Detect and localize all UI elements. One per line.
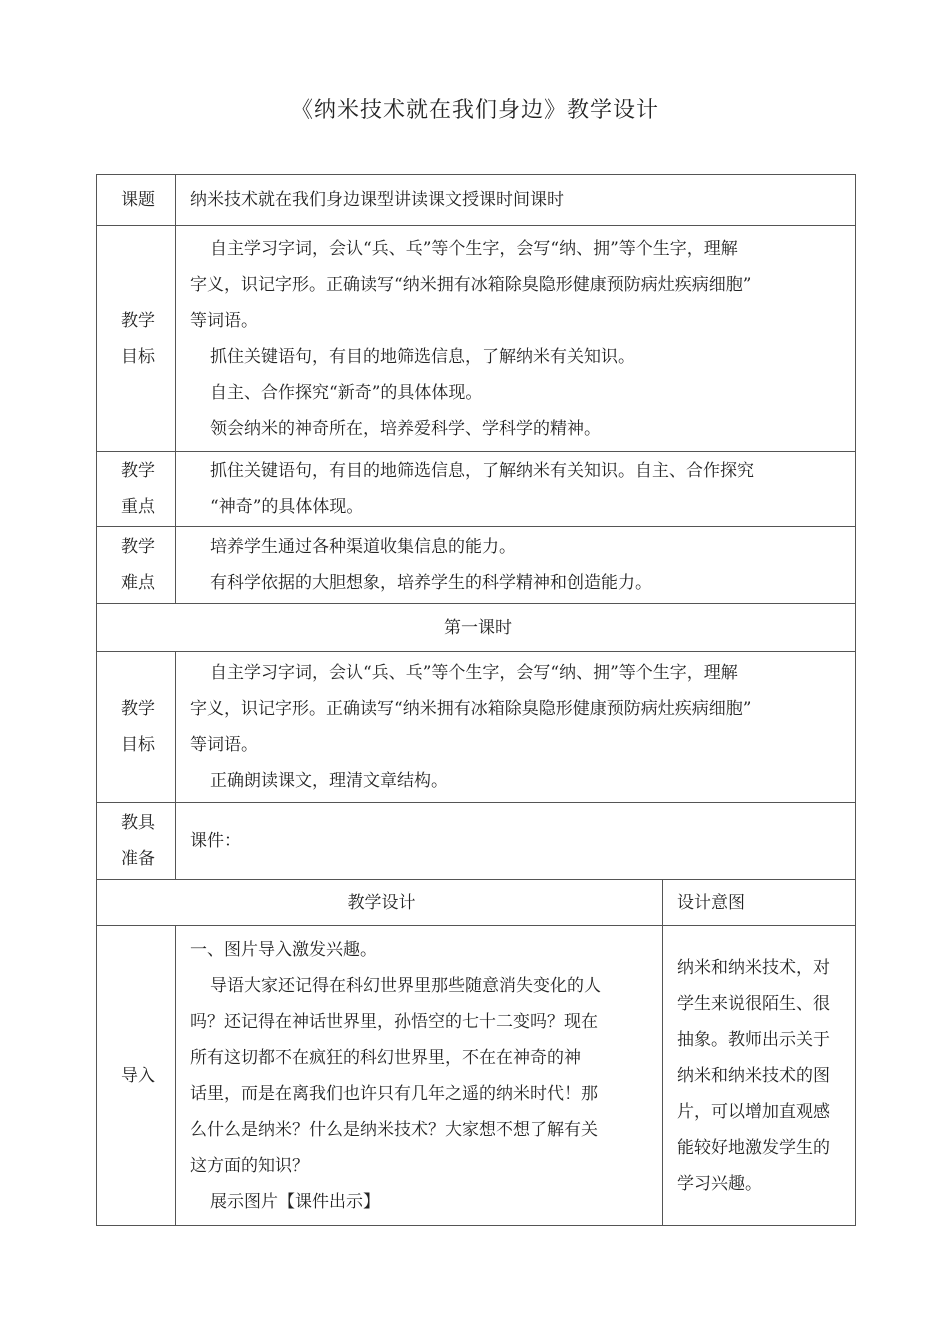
- goals2-line: 正确朗读课文，理清文章结构。: [210, 771, 448, 791]
- intro-content: [176, 926, 663, 1226]
- intro-row: [97, 926, 856, 1226]
- difficulty-row: [97, 527, 856, 604]
- goals-line: 字义，识记字形。正确读写“纳米拥有冰箱除臭隐形健康预防病灶疾病细胞”: [190, 274, 752, 295]
- goals2-label-1: 教学: [121, 699, 155, 719]
- goals2-content: [176, 652, 856, 803]
- key-points-label-1: 教学: [121, 461, 155, 481]
- document-title: 《纳米技术就在我们身边》教学设计: [290, 98, 659, 123]
- goals-line: 抓住关键语句，有目的地筛选信息，了解纳米有关知识。: [210, 346, 635, 367]
- tools-label-2: 准备: [121, 849, 155, 869]
- tools-row: [97, 803, 856, 880]
- goals2-line: 等词语。: [190, 735, 258, 755]
- intro-line: 一、图片导入激发兴趣。: [190, 939, 377, 960]
- goals2-row: [97, 652, 856, 803]
- goals-label-1: 教学: [121, 310, 155, 331]
- intro-line: 吗？还记得在神话世界里，孙悟空的七十二变吗？现在: [190, 1011, 598, 1032]
- key-points-line: 抓住关键语句，有目的地筛选信息，了解纳米有关知识。自主、合作探究: [210, 461, 754, 481]
- tools-label: [97, 803, 176, 880]
- key-points-label: [97, 452, 176, 527]
- lesson-plan-table: [96, 174, 856, 1226]
- intent-line: 能较好地激发学生的: [677, 1137, 830, 1158]
- difficulty-label-2: 难点: [121, 573, 155, 593]
- design-header-row: [97, 880, 856, 926]
- topic-text: 纳米技术就在我们身边课型讲读课文授课时间课时: [176, 175, 856, 226]
- difficulty-label: [97, 527, 176, 604]
- intent-line: 纳米和纳米技术，对: [677, 957, 830, 978]
- goals-line: 自主、合作探究“新奇”的具体体现。: [210, 382, 483, 403]
- goals-line: 自主学习字词，会认“兵、乓”等个生字，会写“纳、拥”等个生字，理解: [210, 238, 738, 259]
- goals-row: [97, 226, 856, 452]
- goals2-line: 自主学习字词，会认“兵、乓”等个生字，会写“纳、拥”等个生字，理解: [210, 663, 738, 683]
- goals2-label: [97, 652, 176, 803]
- intent-line: 纳米和纳米技术的图: [677, 1065, 830, 1086]
- key-points-label-2: 重点: [121, 497, 155, 517]
- lesson-one-heading: 第一课时: [97, 604, 856, 652]
- intent-line: 抽象。教师出示关于: [677, 1029, 830, 1050]
- goals2-line: 字义，识记字形。正确读写“纳米拥有冰箱除臭隐形健康预防病灶疾病细胞”: [190, 699, 752, 719]
- intro-line: 导语大家还记得在科幻世界里那些随意消失变化的人: [210, 975, 601, 996]
- intro-line: 所有这切都不在疯狂的科幻世界里，不在在神奇的神: [190, 1047, 581, 1068]
- goals-content: [176, 226, 856, 452]
- difficulty-line: 有科学依据的大胆想象，培养学生的科学精神和创造能力。: [210, 573, 652, 593]
- topic-label: 课题: [97, 175, 176, 226]
- intro-line: 话里，而是在离我们也许只有几年之遥的纳米时代！那: [190, 1083, 598, 1104]
- topic-row: [97, 175, 856, 226]
- intent-line: 学生来说很陌生、很: [677, 993, 830, 1014]
- lesson-one-row: [97, 604, 856, 652]
- goals-line: 等词语。: [190, 310, 258, 331]
- intro-line: 这方面的知识？: [190, 1155, 309, 1176]
- difficulty-label-1: 教学: [121, 537, 155, 557]
- intent-line: 片，可以增加直观感: [677, 1101, 830, 1122]
- key-points-line: “神奇”的具体体现。: [210, 497, 364, 517]
- goals-label-2: 目标: [121, 346, 155, 367]
- key-points-content: [176, 452, 856, 527]
- intro-line: 展示图片【课件出示】: [210, 1191, 380, 1212]
- intent-header: 设计意图: [663, 880, 856, 926]
- tools-label-1: 教具: [121, 813, 155, 833]
- key-points-row: [97, 452, 856, 527]
- goals-line: 领会纳米的神奇所在，培养爱科学、学科学的精神。: [210, 418, 601, 439]
- design-header: 教学设计: [97, 880, 663, 926]
- goals2-label-2: 目标: [121, 735, 155, 755]
- difficulty-content: [176, 527, 856, 604]
- goals-label: [97, 226, 176, 452]
- intro-intent: [663, 926, 856, 1226]
- intro-label: 导入: [97, 926, 176, 1226]
- intro-line: 么什么是纳米？什么是纳米技术？大家想不想了解有关: [190, 1119, 598, 1140]
- difficulty-line: 培养学生通过各种渠道收集信息的能力。: [210, 537, 516, 557]
- tools-text: 课件：: [176, 803, 856, 880]
- intent-line: 学习兴趣。: [677, 1173, 762, 1194]
